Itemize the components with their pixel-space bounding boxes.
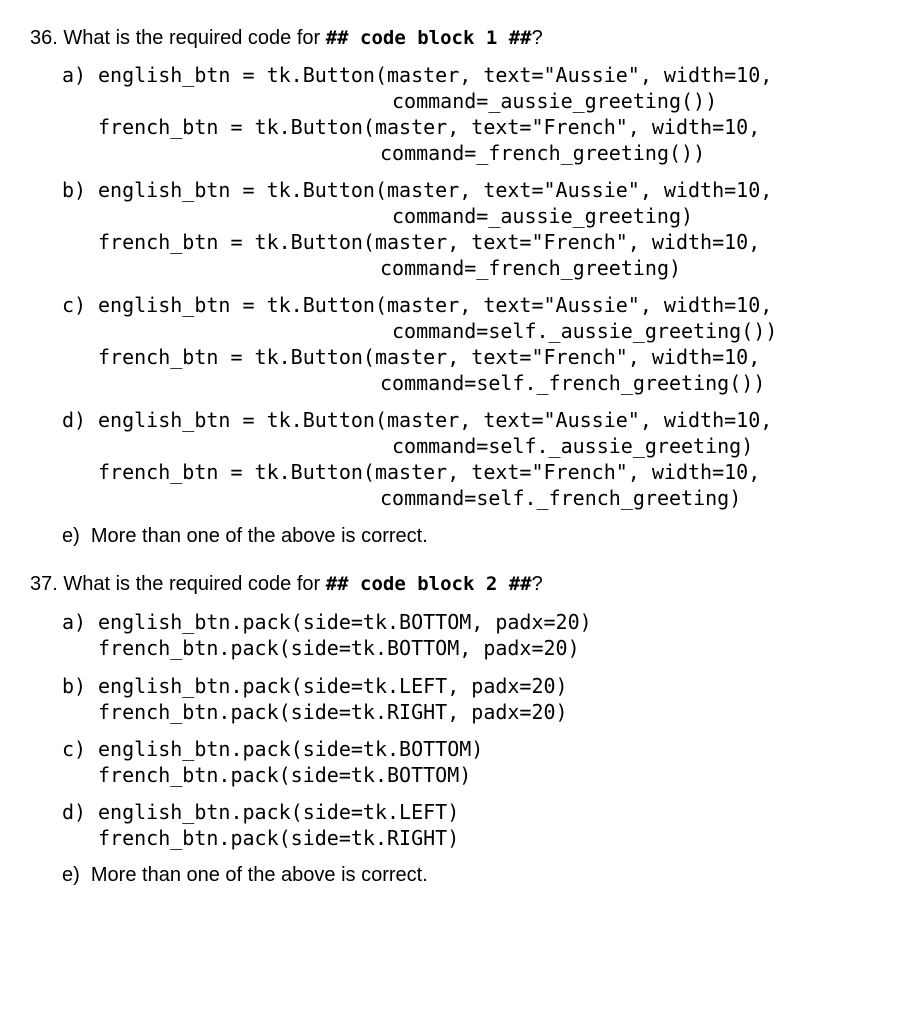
question-37-suffix: ?: [531, 573, 543, 595]
question-36-suffix: ?: [531, 27, 543, 49]
question-37-title: [30, 572, 543, 596]
q37-option-a-line1: english_btn.pack(side=tk.BOTTOM, padx=20): [98, 610, 592, 634]
q36-option-c-line1: english_btn = tk.Button(master, text="Aussie", width=10,: [98, 293, 773, 317]
q36-option-b-letter: b): [62, 178, 87, 202]
q36-option-a-letter: a): [62, 63, 87, 87]
q37-option-d-line2: french_btn.pack(side=tk.RIGHT): [98, 826, 460, 850]
q36-option-b-line4: command=_french_greeting): [380, 256, 682, 280]
q36-option-d-line1: english_btn = tk.Button(master, text="Aussie", width=10,: [98, 408, 773, 432]
q37-option-e: e) More than one of the above is correct.: [62, 864, 428, 886]
q36-option-d-line3: french_btn = tk.Button(master, text="French", width=10,: [98, 460, 761, 484]
q36-option-d-letter: d): [62, 408, 87, 432]
question-37-code-ref: ## code block 2 ##: [325, 573, 532, 595]
q37-option-b-line1: english_btn.pack(side=tk.LEFT, padx=20): [98, 674, 568, 698]
q37-option-a-letter: a): [62, 610, 87, 634]
question-37-prefix: 37. What is the required code for: [30, 573, 326, 595]
q37-option-a-line2: french_btn.pack(side=tk.BOTTOM, padx=20): [98, 636, 580, 660]
q36-option-c-letter: c): [62, 293, 87, 317]
question-36-title: [30, 26, 543, 50]
q36-option-b-line2: command=_aussie_greeting): [392, 204, 694, 228]
q36-option-d-line4: command=self._french_greeting): [380, 486, 742, 510]
q36-option-a-line2: command=_aussie_greeting()): [392, 89, 718, 113]
question-36-code-ref: ## code block 1 ##: [325, 27, 532, 49]
q37-option-d-line1: english_btn.pack(side=tk.LEFT): [98, 800, 460, 824]
q37-option-b-letter: b): [62, 674, 87, 698]
q37-option-b-line2: french_btn.pack(side=tk.RIGHT, padx=20): [98, 700, 568, 724]
q36-option-a-line4: command=_french_greeting()): [380, 141, 706, 165]
q37-option-d-letter: d): [62, 800, 87, 824]
q37-option-c-letter: c): [62, 737, 87, 761]
q36-option-c-line3: french_btn = tk.Button(master, text="French", width=10,: [98, 345, 761, 369]
q36-option-a-line1: english_btn = tk.Button(master, text="Aussie", width=10,: [98, 63, 773, 87]
q36-option-c-line2: command=self._aussie_greeting()): [392, 319, 778, 343]
q36-option-b-line3: french_btn = tk.Button(master, text="French", width=10,: [98, 230, 761, 254]
question-36-prefix: 36. What is the required code for: [30, 27, 326, 49]
q36-option-a-line3: french_btn = tk.Button(master, text="French", width=10,: [98, 115, 761, 139]
q37-option-c-line2: french_btn.pack(side=tk.BOTTOM): [98, 763, 472, 787]
q36-option-c-line4: command=self._french_greeting()): [380, 371, 766, 395]
q36-option-d-line2: command=self._aussie_greeting): [392, 434, 754, 458]
q37-option-c-line1: english_btn.pack(side=tk.BOTTOM): [98, 737, 484, 761]
q36-option-b-line1: english_btn = tk.Button(master, text="Aussie", width=10,: [98, 178, 773, 202]
q36-option-e: e) More than one of the above is correct.: [62, 525, 428, 547]
